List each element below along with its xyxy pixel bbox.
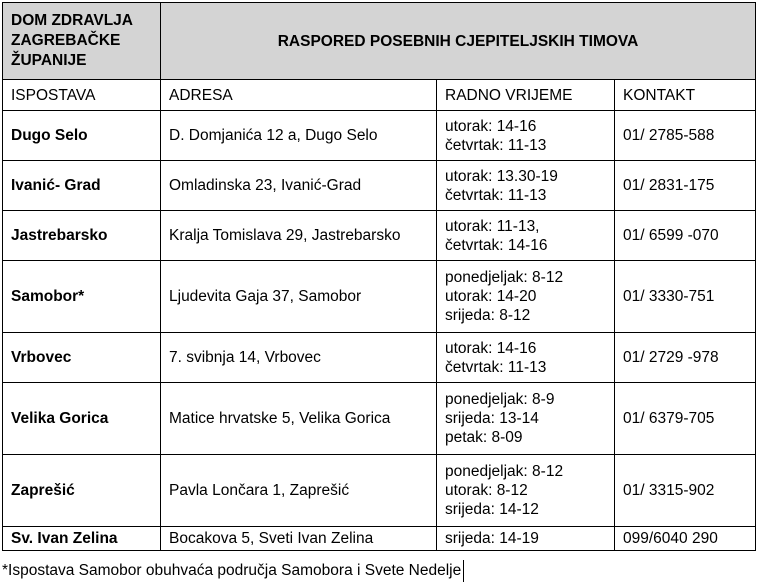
organization-line: DOM ZDRAVLJA xyxy=(11,12,133,29)
working-hours-line: ponedjeljak: 8-12 xyxy=(445,269,564,286)
working-hours xyxy=(437,261,615,333)
working-hours-line: utorak: 11-13, xyxy=(445,217,540,235)
contact-phone: 01/ 2729 -978 xyxy=(615,333,756,383)
contact-phone: 099/6040 290 xyxy=(615,527,756,551)
organization-line: ŽUPANIJE xyxy=(11,52,87,69)
working-hours-line: četvrtak: 11-13 xyxy=(445,358,547,376)
working-hours xyxy=(437,333,615,383)
working-hours-line: utorak: 14-20 xyxy=(445,288,537,305)
column-header-branch: ISPOSTAVA xyxy=(3,80,161,111)
branch-address: Omladinska 23, Ivanić-Grad xyxy=(161,161,437,211)
branch-name: Zaprešić xyxy=(3,455,161,527)
working-hours xyxy=(437,211,615,261)
branch-name: Ivanić- Grad xyxy=(3,161,161,211)
working-hours-line: utorak: 14-16 xyxy=(445,117,537,135)
branch-name: Sv. Ivan Zelina xyxy=(3,527,161,551)
branch-address: Bocakova 5, Sveti Ivan Zelina xyxy=(161,527,437,551)
column-header-contact: KONTAKT xyxy=(615,80,756,111)
vaccination-schedule-table xyxy=(2,2,756,551)
table-row xyxy=(3,383,756,455)
working-hours-line: četvrtak: 14-16 xyxy=(445,236,548,254)
organization-name xyxy=(3,3,161,80)
working-hours-line: srijeda: 8-12 xyxy=(445,307,531,324)
table-row xyxy=(3,261,756,333)
column-header-address: ADRESA xyxy=(161,80,437,111)
working-hours-line: utorak: 8-12 xyxy=(445,482,528,499)
working-hours xyxy=(437,111,615,161)
table-row xyxy=(3,527,756,551)
table-row xyxy=(3,211,756,261)
working-hours-line: ponedjeljak: 8-12 xyxy=(445,463,564,480)
branch-name: Jastrebarsko xyxy=(3,211,161,261)
working-hours-line: srijeda: 13-14 xyxy=(445,410,539,427)
branch-address: Kralja Tomislava 29, Jastrebarsko xyxy=(161,211,437,261)
contact-phone: 01/ 2785-588 xyxy=(615,111,756,161)
working-hours-line: utorak: 14-16 xyxy=(445,339,537,357)
column-header-row xyxy=(3,80,756,111)
working-hours xyxy=(437,527,615,551)
branch-name: Samobor* xyxy=(3,261,161,333)
table-title: RASPORED POSEBNIH CJEPITELJSKIH TIMOVA xyxy=(161,3,756,80)
working-hours xyxy=(437,161,615,211)
working-hours-line: petak: 8-09 xyxy=(445,429,523,446)
branch-address: Ljudevita Gaja 37, Samobor xyxy=(161,261,437,333)
table-row xyxy=(3,111,756,161)
branch-address: Matice hrvatske 5, Velika Gorica xyxy=(161,383,437,455)
contact-phone: 01/ 3330-751 xyxy=(615,261,756,333)
contact-phone: 01/ 6599 -070 xyxy=(615,211,756,261)
working-hours-line: četvrtak: 11-13 xyxy=(445,136,547,154)
working-hours-line: ponedjeljak: 8-9 xyxy=(445,391,555,408)
branch-name: Velika Gorica xyxy=(3,383,161,455)
table-row xyxy=(3,161,756,211)
organization-line: ZAGREBAČKE xyxy=(11,32,121,49)
working-hours-line: srijeda: 14-12 xyxy=(445,501,539,518)
table-row xyxy=(3,455,756,527)
footnote: *Ispostava Samobor obuhvaća područja Samobora i Svete Nedelje xyxy=(2,560,464,582)
working-hours xyxy=(437,455,615,527)
working-hours-line: četvrtak: 11-13 xyxy=(445,186,547,204)
table-header-row xyxy=(3,3,756,80)
working-hours-line: utorak: 13.30-19 xyxy=(445,167,558,185)
branch-address: Pavla Lončara 1, Zaprešić xyxy=(161,455,437,527)
column-header-hours: RADNO VRIJEME xyxy=(437,80,615,111)
contact-phone: 01/ 6379-705 xyxy=(615,383,756,455)
working-hours-line: srijeda: 14-19 xyxy=(445,530,539,547)
table-row xyxy=(3,333,756,383)
branch-name: Dugo Selo xyxy=(3,111,161,161)
contact-phone: 01/ 2831-175 xyxy=(615,161,756,211)
branch-address: 7. svibnja 14, Vrbovec xyxy=(161,333,437,383)
branch-name: Vrbovec xyxy=(3,333,161,383)
working-hours xyxy=(437,383,615,455)
contact-phone: 01/ 3315-902 xyxy=(615,455,756,527)
branch-address: D. Domjanića 12 a, Dugo Selo xyxy=(161,111,437,161)
